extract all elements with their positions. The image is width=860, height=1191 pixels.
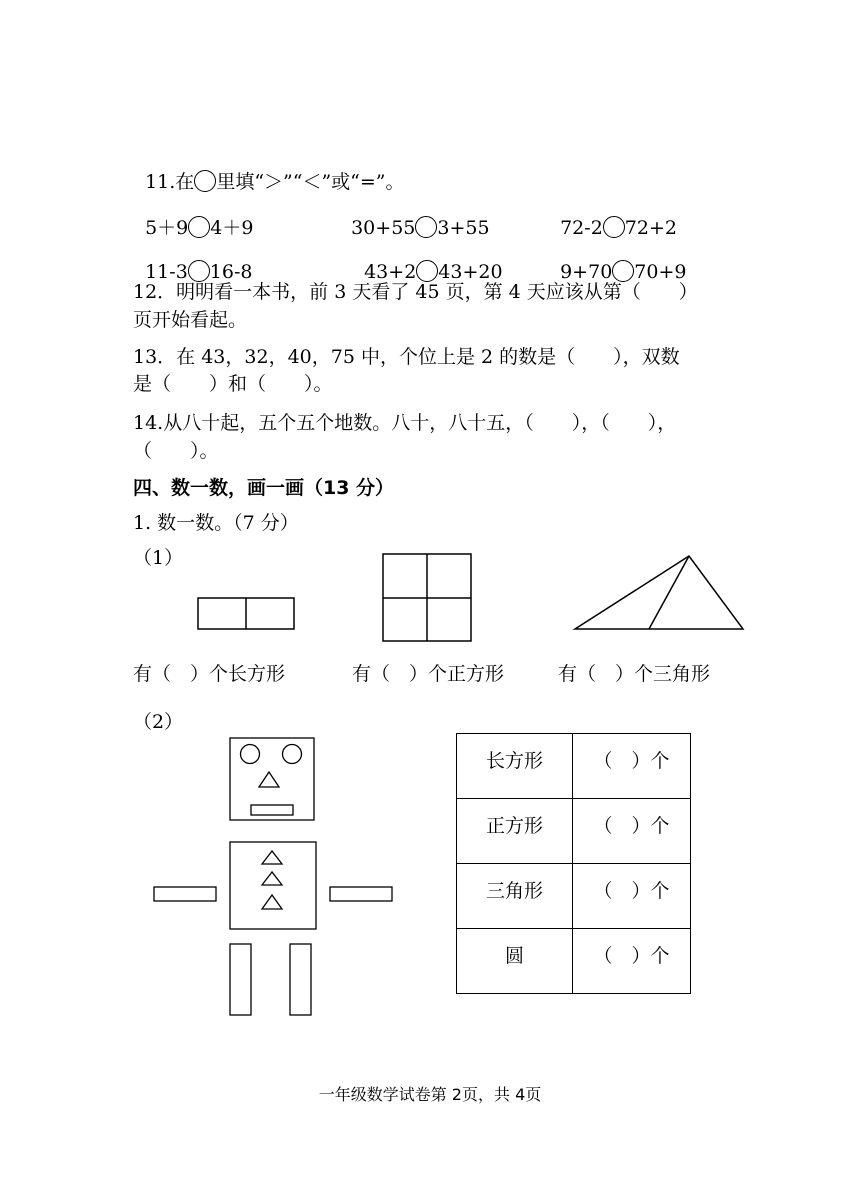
compare-circle-icon	[194, 170, 216, 192]
shape-name-cell: 三角形	[457, 864, 573, 929]
square-grid-figure	[383, 554, 471, 641]
robot-leg-right	[290, 944, 311, 1015]
q13-line1: 13．在 43，32，40，75 中，个位上是 2 的数是（ ），双数	[133, 346, 680, 368]
expr-left: 30+55	[351, 217, 416, 239]
answer-circle[interactable]	[188, 260, 210, 282]
body-triangle	[262, 851, 282, 864]
q14-line2: （ ）。	[133, 440, 219, 462]
q13-line2: 是（ ）和（ ）。	[133, 373, 333, 395]
q11-item	[548, 236, 686, 284]
robot-arm-left	[154, 887, 216, 901]
q11-suffix: 里填“＞”“＜”或“=”。	[216, 171, 405, 193]
page-footer: 一年级数学试卷第 2页，共 4页	[318, 1085, 542, 1104]
answer-circle[interactable]	[603, 216, 625, 238]
expr-right: 3+55	[437, 217, 490, 239]
answer-circle[interactable]	[188, 216, 210, 238]
table-row	[457, 929, 691, 994]
expr-right: 70+9	[634, 261, 687, 283]
q12-line1: 12．明明看一本书，前 3 天看了 45 页，第 4 天应该从第（ ）	[133, 281, 698, 303]
expr-left: 43+2	[364, 261, 417, 283]
shape-name-cell: 圆	[457, 929, 573, 994]
q11-item	[133, 192, 253, 240]
answer-cell[interactable]: （ ）个	[573, 734, 691, 799]
expr-right: 4＋9	[210, 217, 254, 239]
answer-circle[interactable]	[415, 216, 437, 238]
expr-left: 5＋9	[145, 217, 189, 239]
robot-leg-left	[230, 944, 251, 1015]
caption-rectangles: 有（ ）个长方形	[133, 663, 286, 685]
q11-prefix: 11.在	[145, 171, 195, 193]
expr-right: 16-8	[209, 261, 253, 283]
robot-arm-right	[330, 887, 392, 901]
q12-line2: 页开始看起。	[133, 309, 248, 331]
caption-squares: 有（ ）个正方形	[352, 663, 505, 685]
q11-heading	[133, 146, 405, 194]
expr-left: 11-3	[145, 261, 188, 283]
robot-mouth	[251, 805, 293, 815]
q11-item	[339, 192, 490, 240]
expr-right: 43+20	[438, 261, 503, 283]
shape-name-cell: 正方形	[457, 799, 573, 864]
q11-item	[548, 192, 677, 240]
expr-right: 72+2	[624, 217, 677, 239]
q11-item	[352, 236, 503, 284]
answer-circle[interactable]	[416, 260, 438, 282]
triangle-figure	[575, 556, 743, 629]
sub-question-title: 1. 数一数。（7 分）	[133, 512, 299, 534]
q11-item	[133, 236, 252, 284]
answer-circle[interactable]	[612, 260, 634, 282]
answer-cell[interactable]: （ ）个	[573, 799, 691, 864]
table-row	[457, 734, 691, 799]
section-title: 四、数一数，画一画（13 分）	[133, 477, 395, 499]
caption-triangles: 有（ ）个三角形	[558, 663, 711, 685]
robot-eye-left	[241, 745, 260, 764]
table-row	[457, 799, 691, 864]
expr-left: 9+70	[560, 261, 613, 283]
part1-label: （1）	[133, 547, 184, 569]
body-triangle	[262, 872, 282, 885]
expr-left: 72-2	[560, 217, 603, 239]
q14-line1: 14.从八十起，五个五个地数。八十，八十五，（ ），（ ），	[133, 412, 677, 434]
body-triangle	[262, 895, 282, 909]
answer-cell[interactable]: （ ）个	[573, 864, 691, 929]
rectangle-figure	[198, 598, 294, 629]
answer-cell[interactable]: （ ）个	[573, 929, 691, 994]
shape-name-cell: 长方形	[457, 734, 573, 799]
robot-eye-right	[283, 745, 302, 764]
count-table	[456, 733, 691, 994]
table-row	[457, 864, 691, 929]
robot-nose-triangle	[259, 772, 279, 787]
part2-label: （2）	[133, 711, 184, 733]
